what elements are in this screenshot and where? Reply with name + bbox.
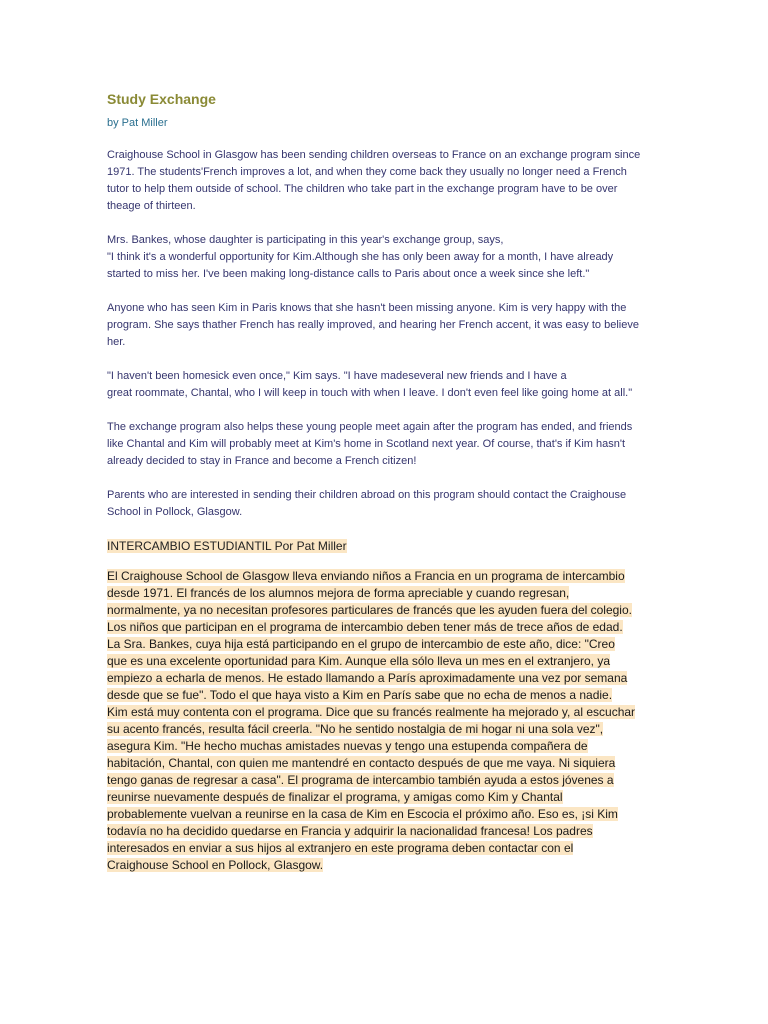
highlighted-text: empiezo a echarla de menos. He estado llamando a París aproximadamente una vez por semana [107,671,628,685]
translation-line [107,687,667,704]
translation-line [107,806,667,823]
highlighted-text: interesados en enviar a sus hijos al extranjero en este programa deben contactar con el [107,841,574,855]
paragraph-2 [107,232,663,283]
highlighted-text: que es una excelente oportunidad para Kim. Aunque ella sólo lleva un mes en el extranjero, ya [107,654,610,668]
text-line: started to miss her. I've been making long-distance calls to Paris about once a week since she left." [107,268,590,280]
highlighted-text: probablemente vuelvan a reunirse en la casa de Kim en Escocia el próximo año. Eso es, ¡si Kim [107,807,618,821]
paragraph-4 [107,368,663,402]
translation-line [107,721,667,738]
highlighted-text: Kim está muy contenta con el programa. Dice que su francés realmente ha mejorado y, al escuchar [107,705,636,719]
text-line: School in Pollock, Glasgow. [107,506,243,518]
translation-body [107,568,667,874]
translation-line [107,840,667,857]
translation-line [107,619,667,636]
highlighted-text: Los niños que participan en el programa de intercambio deben tener más de trece años de edad. [107,620,623,634]
text-line: program. She says thather French has really improved, and hearing her French accent, it was easy to believe [107,319,639,331]
translation-line [107,602,667,619]
highlighted-text: El Craighouse School de Glasgow lleva enviando niños a Francia en un programa de intercambio [107,569,625,583]
highlighted-text: su acento francés, resulta fácil creerla. "No he sentido nostalgia de mi hogar ni una sola vez", [107,722,604,736]
translation-line [107,670,667,687]
text-line: Craighouse School in Glasgow has been sending children overseas to France on an exchange program since [107,149,641,161]
text-line: Parents who are interested in sending their children abroad on this program should contact the Craighouse [107,489,627,501]
text-line: The exchange program also helps these young people meet again after the program has ended, and friends [107,421,633,433]
translation-line [107,585,667,602]
text-line: like Chantal and Kim will probably meet at Kim's home in Scotland next year. Of course, that's if Kim hasn't [107,438,626,450]
highlighted-text: La Sra. Bankes, cuya hija está participando en el grupo de intercambio de este año, dice: "Creo [107,637,615,651]
highlighted-text: Craighouse School en Pollock, Glasgow. [107,858,324,872]
article-byline: by Pat Miller [107,117,168,129]
text-line: 1971. The students'French improves a lot, and when they come back they usually no longer need a French [107,166,627,178]
text-line: tutor to help them outside of school. The children who take part in the exchange program have to be over [107,183,618,195]
text-line: Mrs. Bankes, whose daughter is participating in this year's exchange group, says, [107,234,504,246]
translation-title-text: INTERCAMBIO ESTUDIANTIL Por Pat Miller [107,539,347,553]
text-line: her. [107,336,126,348]
text-line: Anyone who has seen Kim in Paris knows that she hasn't been missing anyone. Kim is very happy with the [107,302,627,314]
translation-line [107,704,667,721]
highlighted-text: tengo ganas de regresar a casa". El programa de intercambio también ayuda a estos jóvenes a [107,773,614,787]
highlighted-text: todavía no ha decidido quedarse en Francia y adquirir la nacionalidad francesa! Los padres [107,824,593,838]
paragraph-3 [107,300,663,351]
paragraph-6 [107,487,663,521]
highlighted-text: reunirse nuevamente después de finalizar el programa, y amigas como Kim y Chantal [107,790,563,804]
highlighted-text: asegura Kim. "He hecho muchas amistades nuevas y tengo una estupenda compañera de [107,739,588,753]
text-line: theage of thirteen. [107,200,196,212]
translation-line [107,823,667,840]
article-title: Study Exchange [107,91,216,107]
translation-line [107,789,667,806]
translation-line [107,653,667,670]
paragraph-5 [107,419,663,470]
article-body [107,147,663,538]
translation-title [107,538,347,555]
translation-line [107,772,667,789]
highlighted-text: normalmente, ya no necesitan profesores particulares de francés que les ayuden fuera del colegio. [107,603,632,617]
translation-line [107,738,667,755]
translation-line [107,568,667,585]
translation-line [107,636,667,653]
translation-line [107,857,667,874]
highlighted-text: desde 1971. El francés de los alumnos mejora de forma apreciable y cuando regresan, [107,586,570,600]
paragraph-1 [107,147,663,215]
translation-line [107,755,667,772]
text-line: great roommate, Chantal, who I will keep in touch with when I leave. I don't even feel like going home at all." [107,387,633,399]
text-line: "I think it's a wonderful opportunity for Kim.Although she has only been away for a month, I have already [107,251,614,263]
highlighted-text: desde que se fue". Todo el que haya visto a Kim en París sabe que no echa de menos a nadie. [107,688,613,702]
text-line: already decided to stay in France and become a French citizen! [107,455,417,467]
highlighted-text: habitación, Chantal, con quien me mantendré en contacto después de que me vaya. Ni siquiera [107,756,616,770]
text-line: "I haven't been homesick even once," Kim says. "I have madeseveral new friends and I have a [107,370,567,382]
